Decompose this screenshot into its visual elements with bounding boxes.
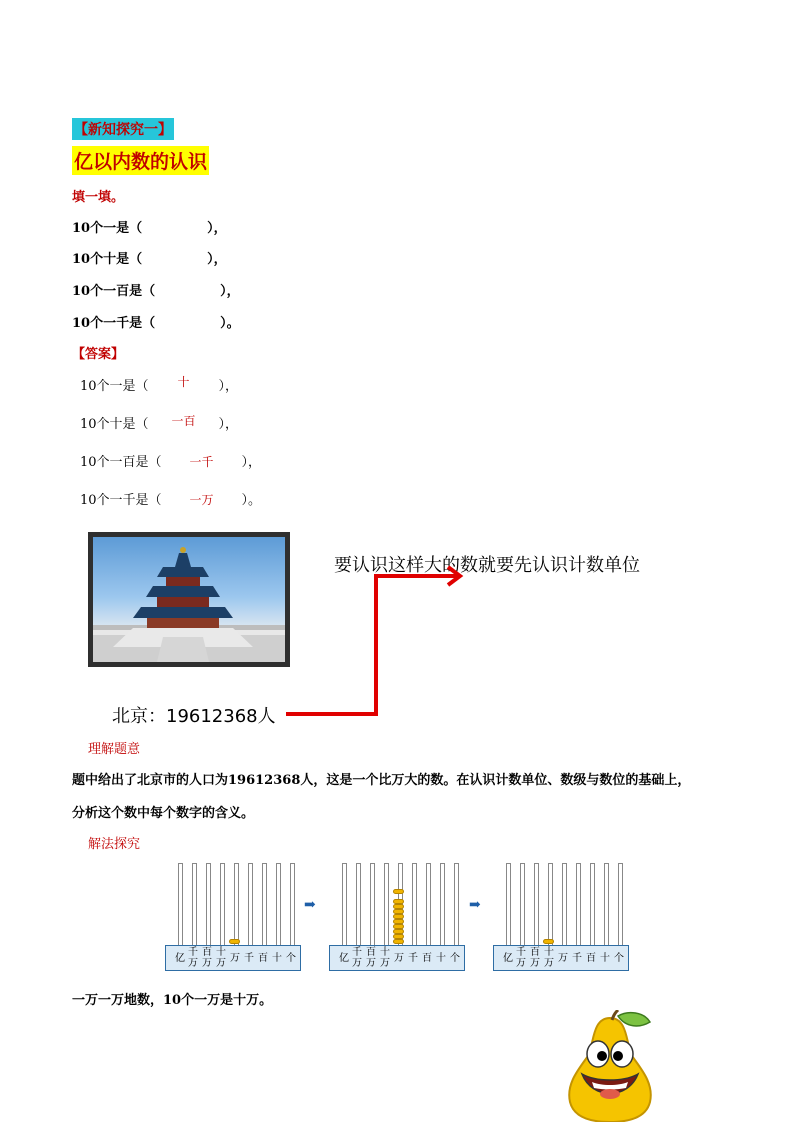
answer-value: 一万 [189, 493, 214, 507]
abacus-rod [206, 863, 211, 945]
answer-row-3 [80, 451, 261, 470]
abacus-label: 个 [614, 953, 624, 964]
question-1: 10个一是（ ）， [72, 221, 227, 236]
abacus-label: 千 [516, 947, 526, 958]
section-title: 亿以内数的认识 [72, 146, 209, 175]
abacus-label: 亿 [503, 953, 513, 964]
abacus-label: 亿 [339, 953, 349, 964]
abacus-label: 十 [544, 947, 554, 958]
abacus-rod [248, 863, 253, 945]
abacus-label: 万 [366, 958, 376, 969]
abacus-label: 万 [216, 958, 226, 969]
temple-photo [88, 532, 290, 667]
method-heading: 解法探究 [88, 837, 141, 852]
question-4: 10个一千是（ ）。 [72, 316, 240, 331]
abacus-2 [329, 863, 465, 971]
pear-mascot-icon [562, 1010, 658, 1122]
abacus-rod [604, 863, 609, 945]
answer-value: 十 [177, 375, 190, 389]
abacus-label: 千 [352, 947, 362, 958]
understand-text-2: 分析这个数中每个数字的含义。 [72, 806, 255, 821]
right-arrow-icon: ➡ [469, 897, 481, 913]
abacus-rod [506, 863, 511, 945]
abacus-rod [342, 863, 347, 945]
abacus-label: 十 [436, 953, 446, 964]
conclusion-text: 一万一万地数，10个一万是十万。 [72, 993, 273, 1008]
abacus-label: 万 [188, 958, 198, 969]
abacus-rod [618, 863, 623, 945]
abacus-label: 万 [530, 958, 540, 969]
abacus-rod [520, 863, 525, 945]
connector-arrow-icon [280, 565, 480, 725]
answer-prefix: 10个十是（ [80, 417, 149, 432]
abacus-rod [412, 863, 417, 945]
abacus-label: 十 [380, 947, 390, 958]
answer-row-2 [80, 413, 238, 432]
abacus-bead [229, 939, 240, 944]
abacus-rod [384, 863, 389, 945]
abacus-label: 万 [516, 958, 526, 969]
abacus-rod [192, 863, 197, 945]
abacus-label: 万 [380, 958, 390, 969]
abacus-rod [534, 863, 539, 945]
abacus-label: 十 [216, 947, 226, 958]
question-2: 10个十是（ ）， [72, 252, 227, 267]
question-3: 10个一百是（ ）， [72, 284, 240, 299]
fill-heading: 填一填。 [72, 190, 125, 205]
abacus-label: 百 [366, 947, 376, 958]
answer-row-1 [80, 375, 238, 394]
abacus-3 [493, 863, 629, 971]
abacus-label: 十 [600, 953, 610, 964]
abacus-1 [165, 863, 301, 971]
understand-heading: 理解题意 [88, 742, 141, 757]
abacus-rod [590, 863, 595, 945]
abacus-label: 万 [230, 953, 240, 964]
population-text: 北京：19612368人 [112, 706, 276, 727]
answer-suffix: ）， [241, 455, 262, 470]
answer-suffix: ）， [218, 417, 239, 432]
abacus-rod [234, 863, 239, 945]
abacus-label: 万 [544, 958, 554, 969]
abacus-label: 百 [586, 953, 596, 964]
abacus-rod [548, 863, 553, 945]
temple-illustration [93, 537, 285, 662]
abacus-rod [370, 863, 375, 945]
abacus-label: 百 [422, 953, 432, 964]
abacus-label: 万 [558, 953, 568, 964]
abacus-rod [454, 863, 459, 945]
abacus-label: 个 [450, 953, 460, 964]
abacus-rod [576, 863, 581, 945]
right-arrow-icon: ➡ [304, 897, 316, 913]
answer-value: 一百 [171, 414, 196, 428]
answer-suffix: ）， [218, 379, 239, 394]
answer-suffix: ）。 [241, 493, 262, 508]
abacus-rod [262, 863, 267, 945]
abacus-bead [393, 889, 404, 894]
abacus-label: 百 [202, 947, 212, 958]
abacus-label: 千 [188, 947, 198, 958]
abacus-rod [356, 863, 361, 945]
abacus-label: 万 [202, 958, 212, 969]
abacus-rod [178, 863, 183, 945]
abacus-label: 亿 [175, 953, 185, 964]
callout-text: 要认识这样大的数就要先认识计数单位 [334, 555, 640, 576]
answer-value: 一千 [189, 455, 214, 469]
section-tag: 【新知探究一】 [72, 118, 174, 140]
abacus-rod [562, 863, 567, 945]
abacus-label: 百 [530, 947, 540, 958]
answer-heading: 【答案】 [72, 347, 125, 362]
abacus-base [493, 945, 629, 971]
answer-row-4 [80, 489, 261, 508]
answer-prefix: 10个一千是（ [80, 493, 162, 508]
abacus-label: 百 [258, 953, 268, 964]
abacus-base [165, 945, 301, 971]
understand-text-1: 题中给出了北京市的人口为19612368人，这是一个比万大的数。在认识计数单位、数级与数位的基础上， [72, 773, 691, 788]
abacus-bead [543, 939, 554, 944]
abacus-rod [276, 863, 281, 945]
answer-prefix: 10个一百是（ [80, 455, 162, 470]
abacus-base [329, 945, 465, 971]
abacus-rod [440, 863, 445, 945]
abacus-label: 千 [408, 953, 418, 964]
answer-prefix: 10个一是（ [80, 379, 149, 394]
abacus-label: 十 [272, 953, 282, 964]
abacus-rod [426, 863, 431, 945]
abacus-rod [220, 863, 225, 945]
abacus-bead [393, 939, 404, 944]
abacus-label: 千 [244, 953, 254, 964]
abacus-rod [290, 863, 295, 945]
abacus-label: 个 [286, 953, 296, 964]
abacus-label: 万 [394, 953, 404, 964]
abacus-label: 万 [352, 958, 362, 969]
abacus-label: 千 [572, 953, 582, 964]
